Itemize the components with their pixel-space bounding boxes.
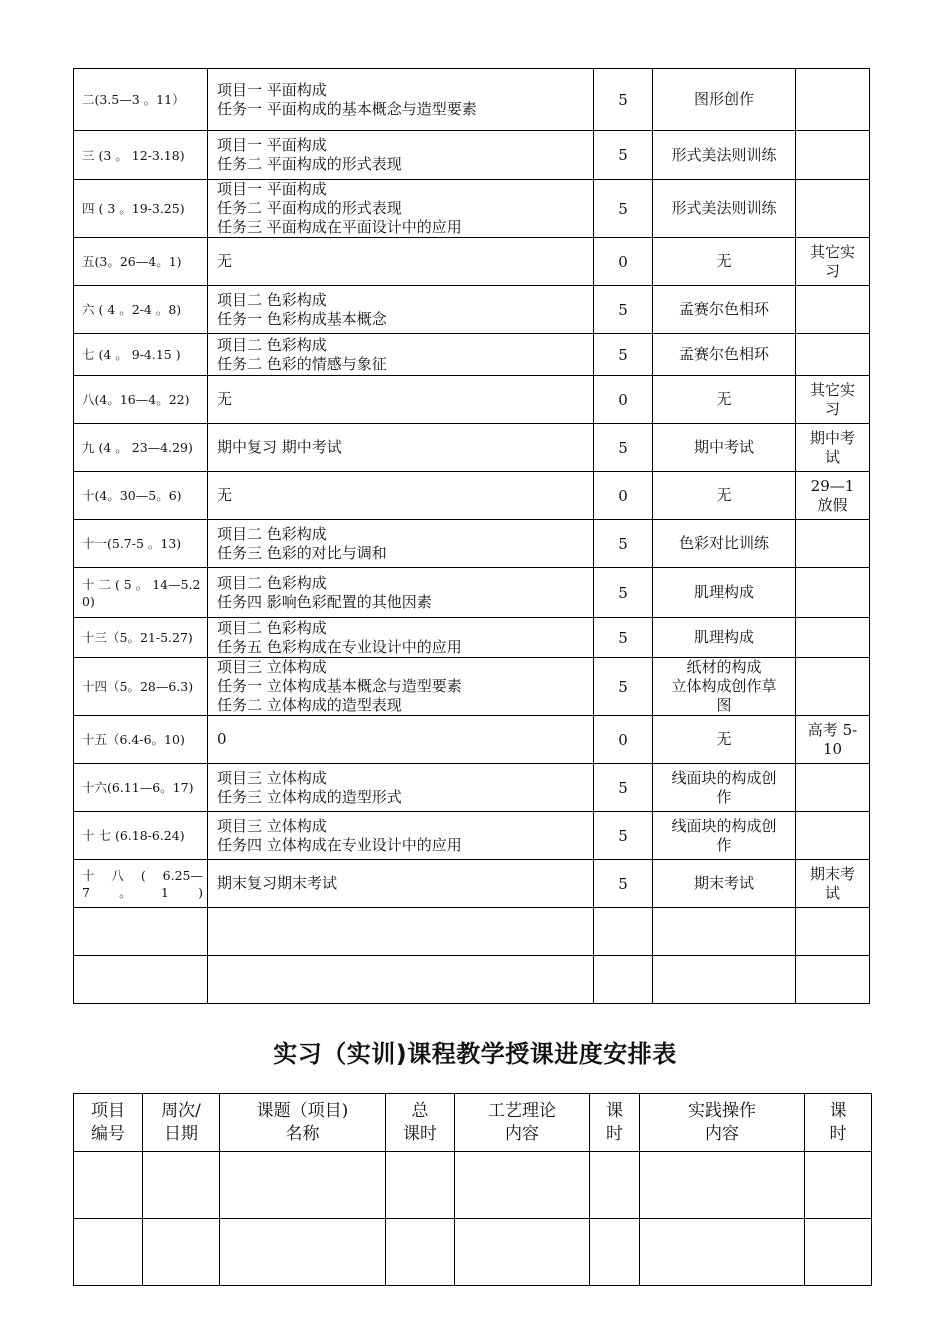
table-cell (143, 1152, 220, 1219)
practice-line: 孟赛尔色相环 (678, 345, 769, 363)
schedule-row (74, 956, 870, 1004)
week-cell: 十五（6.4-6。10) (74, 716, 208, 764)
column-header-line: 周次/ (161, 1100, 201, 1121)
remark-cell (796, 716, 870, 764)
practice-line: 无 (716, 486, 732, 504)
remark-cell (796, 956, 870, 1004)
week-cell: 六 ( 4 。2-4 。8) (74, 286, 208, 334)
hours-cell: 5 (594, 860, 653, 908)
remark-cell (796, 376, 870, 424)
content-cell (208, 334, 594, 376)
table-row (74, 1152, 872, 1219)
schedule-row (74, 376, 870, 424)
remark-line: 习 (824, 261, 840, 280)
schedule-row (74, 472, 870, 520)
week-fragment: 八 (111, 867, 124, 883)
practice-line: 作 (716, 787, 732, 806)
content-line: 项目二 色彩构成 (217, 618, 327, 637)
schedule-row (74, 238, 870, 286)
column-header-line: 工艺理论 (488, 1100, 556, 1121)
remark-cell (796, 860, 870, 908)
content-cell (208, 618, 594, 658)
practice-cell (653, 238, 796, 286)
content-line: 项目一 平面构成 (217, 136, 327, 154)
remark-cell (796, 424, 870, 472)
remark-line: 其它实 (809, 242, 855, 261)
table-cell (455, 1152, 590, 1219)
practice-line: 立体构成创作草 (671, 677, 777, 695)
schedule-row (74, 618, 870, 658)
practice-cell (653, 286, 796, 334)
table-cell (640, 1152, 805, 1219)
content-line: 任务三 立体构成的造型形式 (217, 787, 402, 806)
week-cell: 七 (4 。 9-4.15 ) (74, 334, 208, 376)
remark-line: 29—1 (810, 476, 855, 495)
practice-cell (653, 520, 796, 568)
practice-line: 无 (716, 252, 732, 270)
schedule-row (74, 131, 870, 180)
column-header-line: 项目 (91, 1100, 125, 1121)
remark-line: 放假 (817, 495, 848, 514)
hours-cell: 5 (594, 180, 653, 238)
content-cell (208, 716, 594, 764)
week-cell: 十四（5。28—6.3) (74, 658, 208, 716)
remark-cell (796, 764, 870, 812)
hours-cell: 5 (594, 812, 653, 860)
content-line: 任务二 色彩的情感与象征 (217, 354, 387, 373)
remark-line: 试 (824, 883, 840, 902)
content-line: 期中复习 期中考试 (217, 438, 342, 456)
column-header-line: 课时 (403, 1123, 437, 1144)
hours-cell: 0 (594, 376, 653, 424)
practice-line: 无 (716, 730, 732, 748)
content-cell (208, 286, 594, 334)
column-header-line: 实践操作 (688, 1100, 756, 1121)
week-fragment: 7 (82, 884, 90, 900)
practice-cell (653, 908, 796, 956)
week-line (82, 884, 203, 901)
week-cell (74, 956, 208, 1004)
content-cell (208, 424, 594, 472)
practice-cell (653, 69, 796, 131)
table-cell (74, 1152, 143, 1219)
practice-line: 肌理构成 (693, 628, 754, 646)
week-cell: 十(4。30—5。6) (74, 472, 208, 520)
remark-cell (796, 520, 870, 568)
remark-line: 期末考 (809, 864, 855, 883)
practice-line: 期中考试 (693, 438, 754, 456)
week-fragment: 1 (160, 884, 169, 900)
content-cell (208, 520, 594, 568)
practice-cell (653, 180, 796, 238)
content-line: 任务一 平面构成的基本概念与造型要素 (217, 99, 477, 118)
practice-line: 线面块的构成创 (671, 816, 777, 835)
table-cell (455, 1219, 590, 1286)
content-line: 任务二 平面构成的形式表现 (217, 155, 402, 173)
table-cell (220, 1219, 386, 1286)
hours-cell: 0 (594, 472, 653, 520)
schedule-row (74, 520, 870, 568)
content-line: 项目二 色彩构成 (217, 573, 327, 592)
week-cell: 十 七 (6.18-6.24) (74, 812, 208, 860)
content-line: 任务四 影响色彩配置的其他因素 (217, 592, 432, 611)
remark-line: 习 (824, 399, 840, 418)
column-header-line: 编号 (91, 1123, 125, 1144)
content-line: 项目一 平面构成 (217, 80, 327, 99)
content-line: 项目一 平面构成 (217, 180, 327, 198)
practice-cell (653, 956, 796, 1004)
content-cell (208, 180, 594, 238)
table-cell (805, 1152, 872, 1219)
week-fragment: 十 (82, 867, 95, 883)
week-cell: 二(3.5—3 。11） (74, 69, 208, 131)
week-cell: 八(4。16—4。22) (74, 376, 208, 424)
remark-line: 10 (822, 739, 843, 758)
content-line: 无 (217, 486, 233, 504)
week-cell: 十三（5。21-5.27) (74, 618, 208, 658)
week-fragment: ( (140, 867, 146, 883)
content-line: 任务三 平面构成在平面设计中的应用 (217, 218, 462, 236)
content-cell (208, 956, 594, 1004)
content-line: 0 (217, 730, 227, 748)
practice-line: 期末考试 (693, 874, 754, 892)
column-header-line: 课题（项目) (256, 1100, 349, 1121)
hours-cell: 5 (594, 69, 653, 131)
remark-line: 高考 5- (807, 720, 858, 739)
content-line: 任务四 立体构成在专业设计中的应用 (217, 835, 462, 854)
remark-cell (796, 334, 870, 376)
schedule-row (74, 716, 870, 764)
remark-cell (796, 69, 870, 131)
content-cell (208, 131, 594, 180)
column-header (74, 1094, 143, 1152)
content-line: 任务二 立体构成的造型表现 (217, 696, 402, 714)
schedule-row (74, 658, 870, 716)
column-header-line: 时 (829, 1123, 847, 1144)
column-header-line: 内容 (705, 1123, 739, 1144)
content-line: 无 (217, 252, 233, 270)
content-cell (208, 568, 594, 618)
schedule-row (74, 764, 870, 812)
remark-cell (796, 618, 870, 658)
remark-line: 期中考 (809, 428, 855, 447)
table-cell (74, 1219, 143, 1286)
week-cell: 三 (3 。 12-3.18) (74, 131, 208, 180)
practice-cell (653, 618, 796, 658)
practice-line: 肌理构成 (693, 583, 754, 601)
practice-line: 纸材的构成 (686, 658, 762, 676)
content-cell (208, 69, 594, 131)
remark-line: 其它实 (809, 380, 855, 399)
schedule-row (74, 860, 870, 908)
hours-cell: 5 (594, 334, 653, 376)
table-cell (386, 1219, 455, 1286)
practice-cell (653, 568, 796, 618)
table-cell (590, 1219, 640, 1286)
column-header (590, 1094, 640, 1152)
column-header (386, 1094, 455, 1152)
hours-cell: 5 (594, 424, 653, 472)
remark-cell (796, 180, 870, 238)
hours-cell (594, 956, 653, 1004)
column-header-line: 总 (411, 1100, 429, 1121)
schedule-row (74, 908, 870, 956)
schedule-row (74, 180, 870, 238)
schedule-row (74, 812, 870, 860)
table-cell (220, 1152, 386, 1219)
practice-cell (653, 716, 796, 764)
table-cell (805, 1219, 872, 1286)
content-cell (208, 658, 594, 716)
content-cell (208, 238, 594, 286)
content-cell (208, 376, 594, 424)
hours-cell: 0 (594, 716, 653, 764)
practice-line: 图形创作 (693, 90, 754, 108)
column-header-line: 名称 (285, 1123, 320, 1144)
practice-cell (653, 472, 796, 520)
hours-cell: 5 (594, 764, 653, 812)
practice-line: 作 (716, 835, 732, 854)
week-cell (74, 860, 208, 908)
week-cell: 五(3。26—4。1) (74, 238, 208, 286)
table-cell (143, 1219, 220, 1286)
column-header-line: 内容 (505, 1123, 539, 1144)
column-header (805, 1094, 872, 1152)
content-cell (208, 908, 594, 956)
content-line: 任务五 色彩构成在专业设计中的应用 (217, 637, 462, 656)
page-title: 实习（实训)课程教学授课进度安排表 (273, 1040, 677, 1068)
content-line: 项目三 立体构成 (217, 816, 327, 835)
hours-cell: 5 (594, 520, 653, 568)
column-header-line: 日期 (164, 1123, 198, 1144)
remark-cell (796, 238, 870, 286)
content-line: 项目二 色彩构成 (217, 290, 327, 309)
content-line: 任务二 平面构成的形式表现 (217, 199, 402, 217)
schedule-row (74, 69, 870, 131)
week-cell (74, 908, 208, 956)
column-header (220, 1094, 386, 1152)
practical-schedule-table (73, 1093, 872, 1286)
remark-cell (796, 131, 870, 180)
hours-cell: 5 (594, 658, 653, 716)
schedule-row (74, 568, 870, 618)
practice-line: 无 (716, 390, 732, 408)
content-line: 任务一 立体构成基本概念与造型要素 (217, 677, 462, 695)
remark-cell (796, 658, 870, 716)
column-header (640, 1094, 805, 1152)
content-line: 任务三 色彩的对比与调和 (217, 543, 387, 562)
column-header-line: 课 (829, 1100, 847, 1121)
practice-line: 孟赛尔色相环 (678, 300, 769, 318)
hours-cell (594, 908, 653, 956)
column-header-line: 时 (606, 1123, 623, 1144)
content-line: 项目二 色彩构成 (217, 524, 327, 543)
week-cell: 九 (4 。 23—4.29) (74, 424, 208, 472)
content-cell (208, 812, 594, 860)
practice-line: 形式美法则训练 (671, 199, 777, 217)
week-cell: 四 ( 3 。19-3.25) (74, 180, 208, 238)
hours-cell: 5 (594, 286, 653, 334)
content-line: 期末复习期末考试 (217, 874, 338, 892)
content-line: 项目二 色彩构成 (217, 335, 327, 354)
content-line: 无 (217, 390, 233, 408)
practice-cell (653, 812, 796, 860)
remark-cell (796, 568, 870, 618)
content-cell (208, 472, 594, 520)
practice-cell (653, 764, 796, 812)
header-row (74, 1094, 872, 1152)
hours-cell: 0 (594, 238, 653, 286)
practice-line: 色彩对比训练 (678, 534, 769, 552)
remark-line: 试 (824, 447, 840, 466)
week-fragment: 。 (119, 884, 132, 900)
week-cell: 十六(6.11—6。17) (74, 764, 208, 812)
content-line: 项目三 立体构成 (217, 768, 327, 787)
week-fragment: 6.25— (162, 867, 203, 883)
table-cell (640, 1219, 805, 1286)
schedule-row (74, 334, 870, 376)
week-fragment: ) (198, 884, 203, 900)
practice-cell (653, 334, 796, 376)
remark-cell (796, 472, 870, 520)
practice-cell (653, 658, 796, 716)
table-cell (386, 1152, 455, 1219)
practice-cell (653, 424, 796, 472)
practice-cell (653, 131, 796, 180)
practice-line: 图 (716, 696, 732, 714)
week-line (82, 867, 203, 884)
table-row (74, 1219, 872, 1286)
week-cell: 十一(5.7-5 。13) (74, 520, 208, 568)
practice-line: 形式美法则训练 (671, 145, 777, 164)
content-cell (208, 764, 594, 812)
column-header (143, 1094, 220, 1152)
content-line: 项目三 立体构成 (217, 658, 327, 676)
remark-cell (796, 812, 870, 860)
practice-cell (653, 860, 796, 908)
remark-cell (796, 286, 870, 334)
remark-cell (796, 908, 870, 956)
schedule-row (74, 286, 870, 334)
content-line: 任务一 色彩构成基本概念 (217, 309, 387, 328)
hours-cell: 5 (594, 618, 653, 658)
practice-line: 线面块的构成创 (671, 768, 777, 787)
content-cell (208, 860, 594, 908)
column-header (455, 1094, 590, 1152)
table-cell (590, 1152, 640, 1219)
hours-cell: 5 (594, 131, 653, 180)
week-cell: 十 二 ( 5 。 14—5.20) (74, 568, 208, 618)
hours-cell: 5 (594, 568, 653, 618)
schedule-table (73, 68, 870, 1004)
practice-cell (653, 376, 796, 424)
schedule-row (74, 424, 870, 472)
column-header-line: 课 (606, 1100, 623, 1121)
